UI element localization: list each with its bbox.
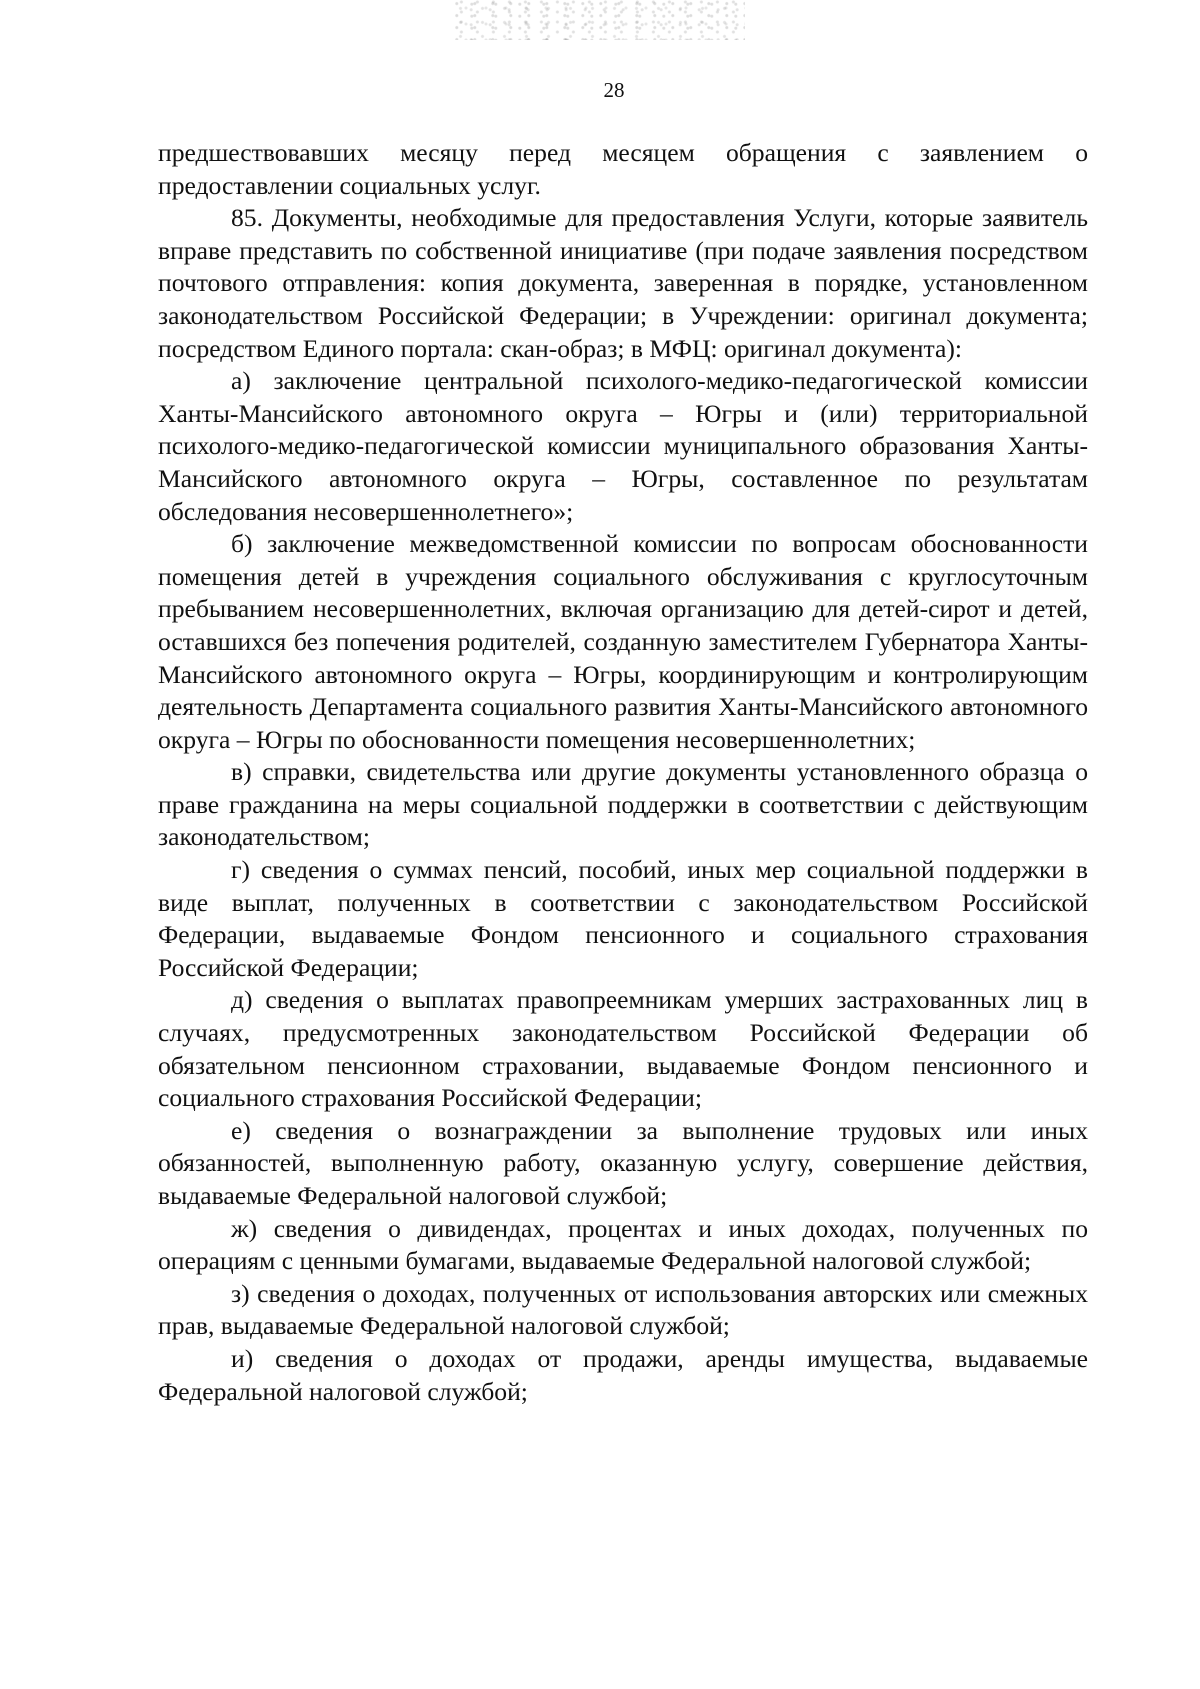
paragraph-subitem-v: в) справки, свидетельства или другие документы установленного образца о праве гражданина на меры социальной поддержки в соответствии с действующим законодательством;: [158, 757, 1088, 852]
paragraph-item-85: 85. Документы, необходимые для предоставления Услуги, которые заявитель вправе представить по собственной инициативе (при подаче заявления посредством почтового отправления: копия документа, заверенная в порядке, установленном законодательством Российской Федерации; в Учреждении: оригинал документа; посредством Единого портала: скан-образ; в МФЦ: оригинал документа):: [158, 203, 1088, 363]
paragraph-subitem-d: д) сведения о выплатах правопреемникам умерших застрахованных лиц в случаях, предусмотренных законодательством Российской Федерации об обязательном пенсионном страховании, выдаваемые Фондом пенсионного и социального страхования Российской Федерации;: [158, 985, 1088, 1113]
document-body: [158, 137, 1088, 1408]
paragraph-subitem-g: г) сведения о суммах пенсий, пособий, иных мер социальной поддержки в виде выплат, полученных в соответствии с законодательством Российской Федерации, выдаваемые Фондом пенсионного и социального страхования Российской Федерации;: [158, 855, 1088, 982]
scan-artifact: [455, 0, 745, 40]
paragraph-subitem-e: е) сведения о вознаграждении за выполнение трудовых или иных обязанностей, выполненную работу, оказанную услугу, совершение действия, выдаваемые Федеральной налоговой службой;: [158, 1115, 1088, 1210]
paragraph-subitem-b: б) заключение межведомственной комиссии по вопросам обоснованности помещения детей в учреждения социального обслуживания с круглосуточным пребыванием несовершеннолетних, включая организацию для детей-сирот и детей, оставшихся без попечения родителей, созданную заместителем Губернатора Ханты-Мансийского автономного округа – Югры, координирующим и контролирующим деятельность Департамента социального развития Ханты-Мансийского автономного округа – Югры по обоснованности помещения несовершеннолетних;: [158, 529, 1088, 754]
paragraph-continuation: предшествовавших месяцу перед месяцем обращения с заявлением о предоставлении социальных услуг.: [158, 138, 1088, 200]
paragraph-subitem-zh: ж) сведения о дивидендах, процентах и иных доходах, полученных по операциям с ценными бумагами, выдаваемые Федеральной налоговой службой;: [158, 1213, 1088, 1276]
paragraph-subitem-a: а) заключение центральной психолого-медико-педагогической комиссии Ханты-Мансийского автономного округа – Югры и (или) территориальной психолого-медико-педагогической комиссии муниципального образования Ханты-Мансийского автономного округа – Югры, составленное по результатам обследования несовершеннолетнего»;: [158, 366, 1088, 526]
paragraph-subitem-z: з) сведения о доходах, полученных от использования авторских или смежных прав, выдаваемые Федеральной налоговой службой;: [158, 1278, 1088, 1341]
paragraph-subitem-i: и) сведения о доходах от продажи, аренды имущества, выдаваемые Федеральной налоговой службой;: [158, 1343, 1088, 1406]
page-number: 28: [603, 78, 625, 102]
